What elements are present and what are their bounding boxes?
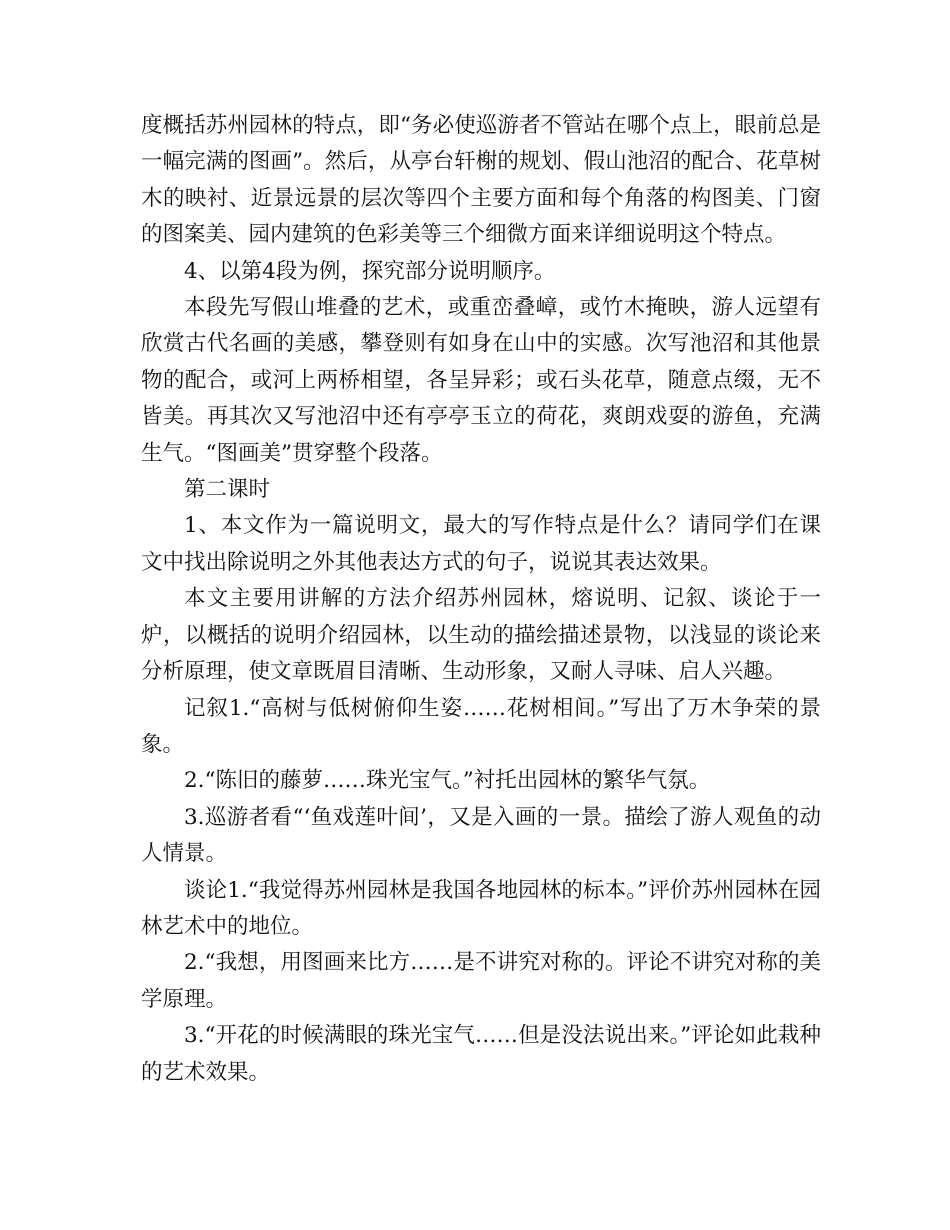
paragraph-answer-4: 本段先写假山堆叠的艺术，或重峦叠嶂，或竹木掩映，游人远望有欣赏古代名画的美感，攀登则有如身在山中的实感。次写池沼和其他景物的配合，或河上两桥相望，各呈异彩；或石头花草，随意点缀，无不皆美。再其次又写池沼中还有亭亭玉立的荷花，爽朗戏耍的游鱼，充满生气。“图画美”贯穿整个段落。 [141,295,821,466]
section-heading-second-lesson: 第二课时 [184,477,271,503]
paragraph-narration-3: 3.巡游者看“‘鱼戏莲叶间’，又是入画的一景。描绘了游人观鱼的动人情景。 [141,804,821,867]
paragraph-answer-1: 本文主要用讲解的方法介绍苏州园林，熔说明、记叙、谈论于一炉，以概括的说明介绍园林，以生动的描绘描述景物，以浅显的谈论来分析原理，使文章既眉目清晰、生动形象，又耐人寻味、启人兴趣。 [141,586,821,685]
paragraph-discussion-2: 2.“我想，用图画来比方……是不讲究对称的。评论不讲究对称的美学原理。 [141,950,821,1012]
paragraph-question-1: 1、本文作为一篇说明文，最大的写作特点是什么？请同学们在课文中找出除说明之外其他表达方式的句子，说说其表达效果。 [141,513,821,575]
paragraph-narration-2: 2.“陈旧的藤萝……珠光宝气。”衬托出园林的繁华气氛。 [184,768,711,794]
paragraph-discussion-1: 谈论1.“我觉得苏州园林是我国各地园林的标本。”评价苏州园林在园林艺术中的地位。 [141,877,821,939]
paragraph-continued: 度概括苏州园林的特点，即“务必使巡游者不管站在哪个点上，眼前总是一幅完满的图画”。然后，从亭台轩榭的规划、假山池沼的配合、花草树木的映衬、近景远景的层次等四个主要方面和每个角落的构图美、门窗的图案美、园内建筑的色彩美等三个细微方面来详细说明这个特点。 [141,113,821,248]
document-page [141,108,821,1091]
paragraph-question-4: 4、以第4段为例，探究部分说明顺序。 [184,258,556,284]
paragraph-narration-1: 记叙1.“高树与低树俯仰生姿……花树相间。”写出了万木争荣的景象。 [141,695,821,757]
paragraph-discussion-3: 3.“开花的时候满眼的珠光宝气……但是没法说出来。”评论如此栽种的艺术效果。 [141,1023,821,1085]
